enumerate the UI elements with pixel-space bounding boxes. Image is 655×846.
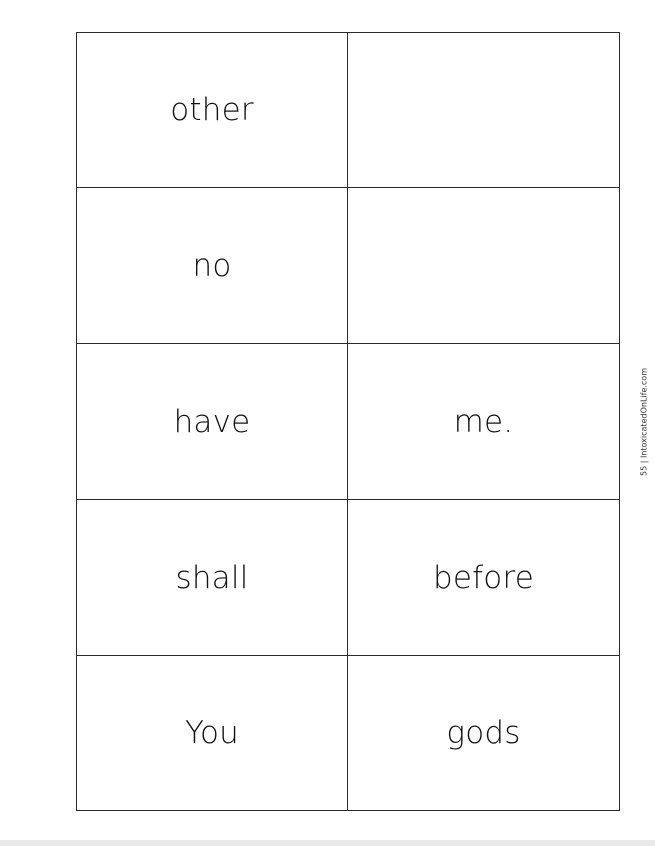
card-r1-left [77,33,348,188]
card-r3-left [77,344,348,500]
card-r4-right [348,500,619,656]
card-r2-left [77,188,348,344]
card-word: have [173,403,251,440]
card-r5-left [77,656,348,810]
card-word: no [192,247,232,284]
card-word: shall [175,559,249,596]
card-r1-right-blank [348,33,619,188]
card-word: before [433,559,534,596]
card-r4-left [77,500,348,656]
page-credit: 55 | IntoxicatedOnLife.com [639,368,649,476]
page-bottom-edge [0,840,655,846]
card-r3-right [348,344,619,500]
card-r2-right-blank [348,188,619,344]
card-r5-right [348,656,619,810]
card-word: me. [453,403,514,440]
card-word: You [184,715,240,751]
card-word: gods [446,715,521,751]
card-word: other [170,92,254,128]
flashcard-grid [76,32,620,811]
